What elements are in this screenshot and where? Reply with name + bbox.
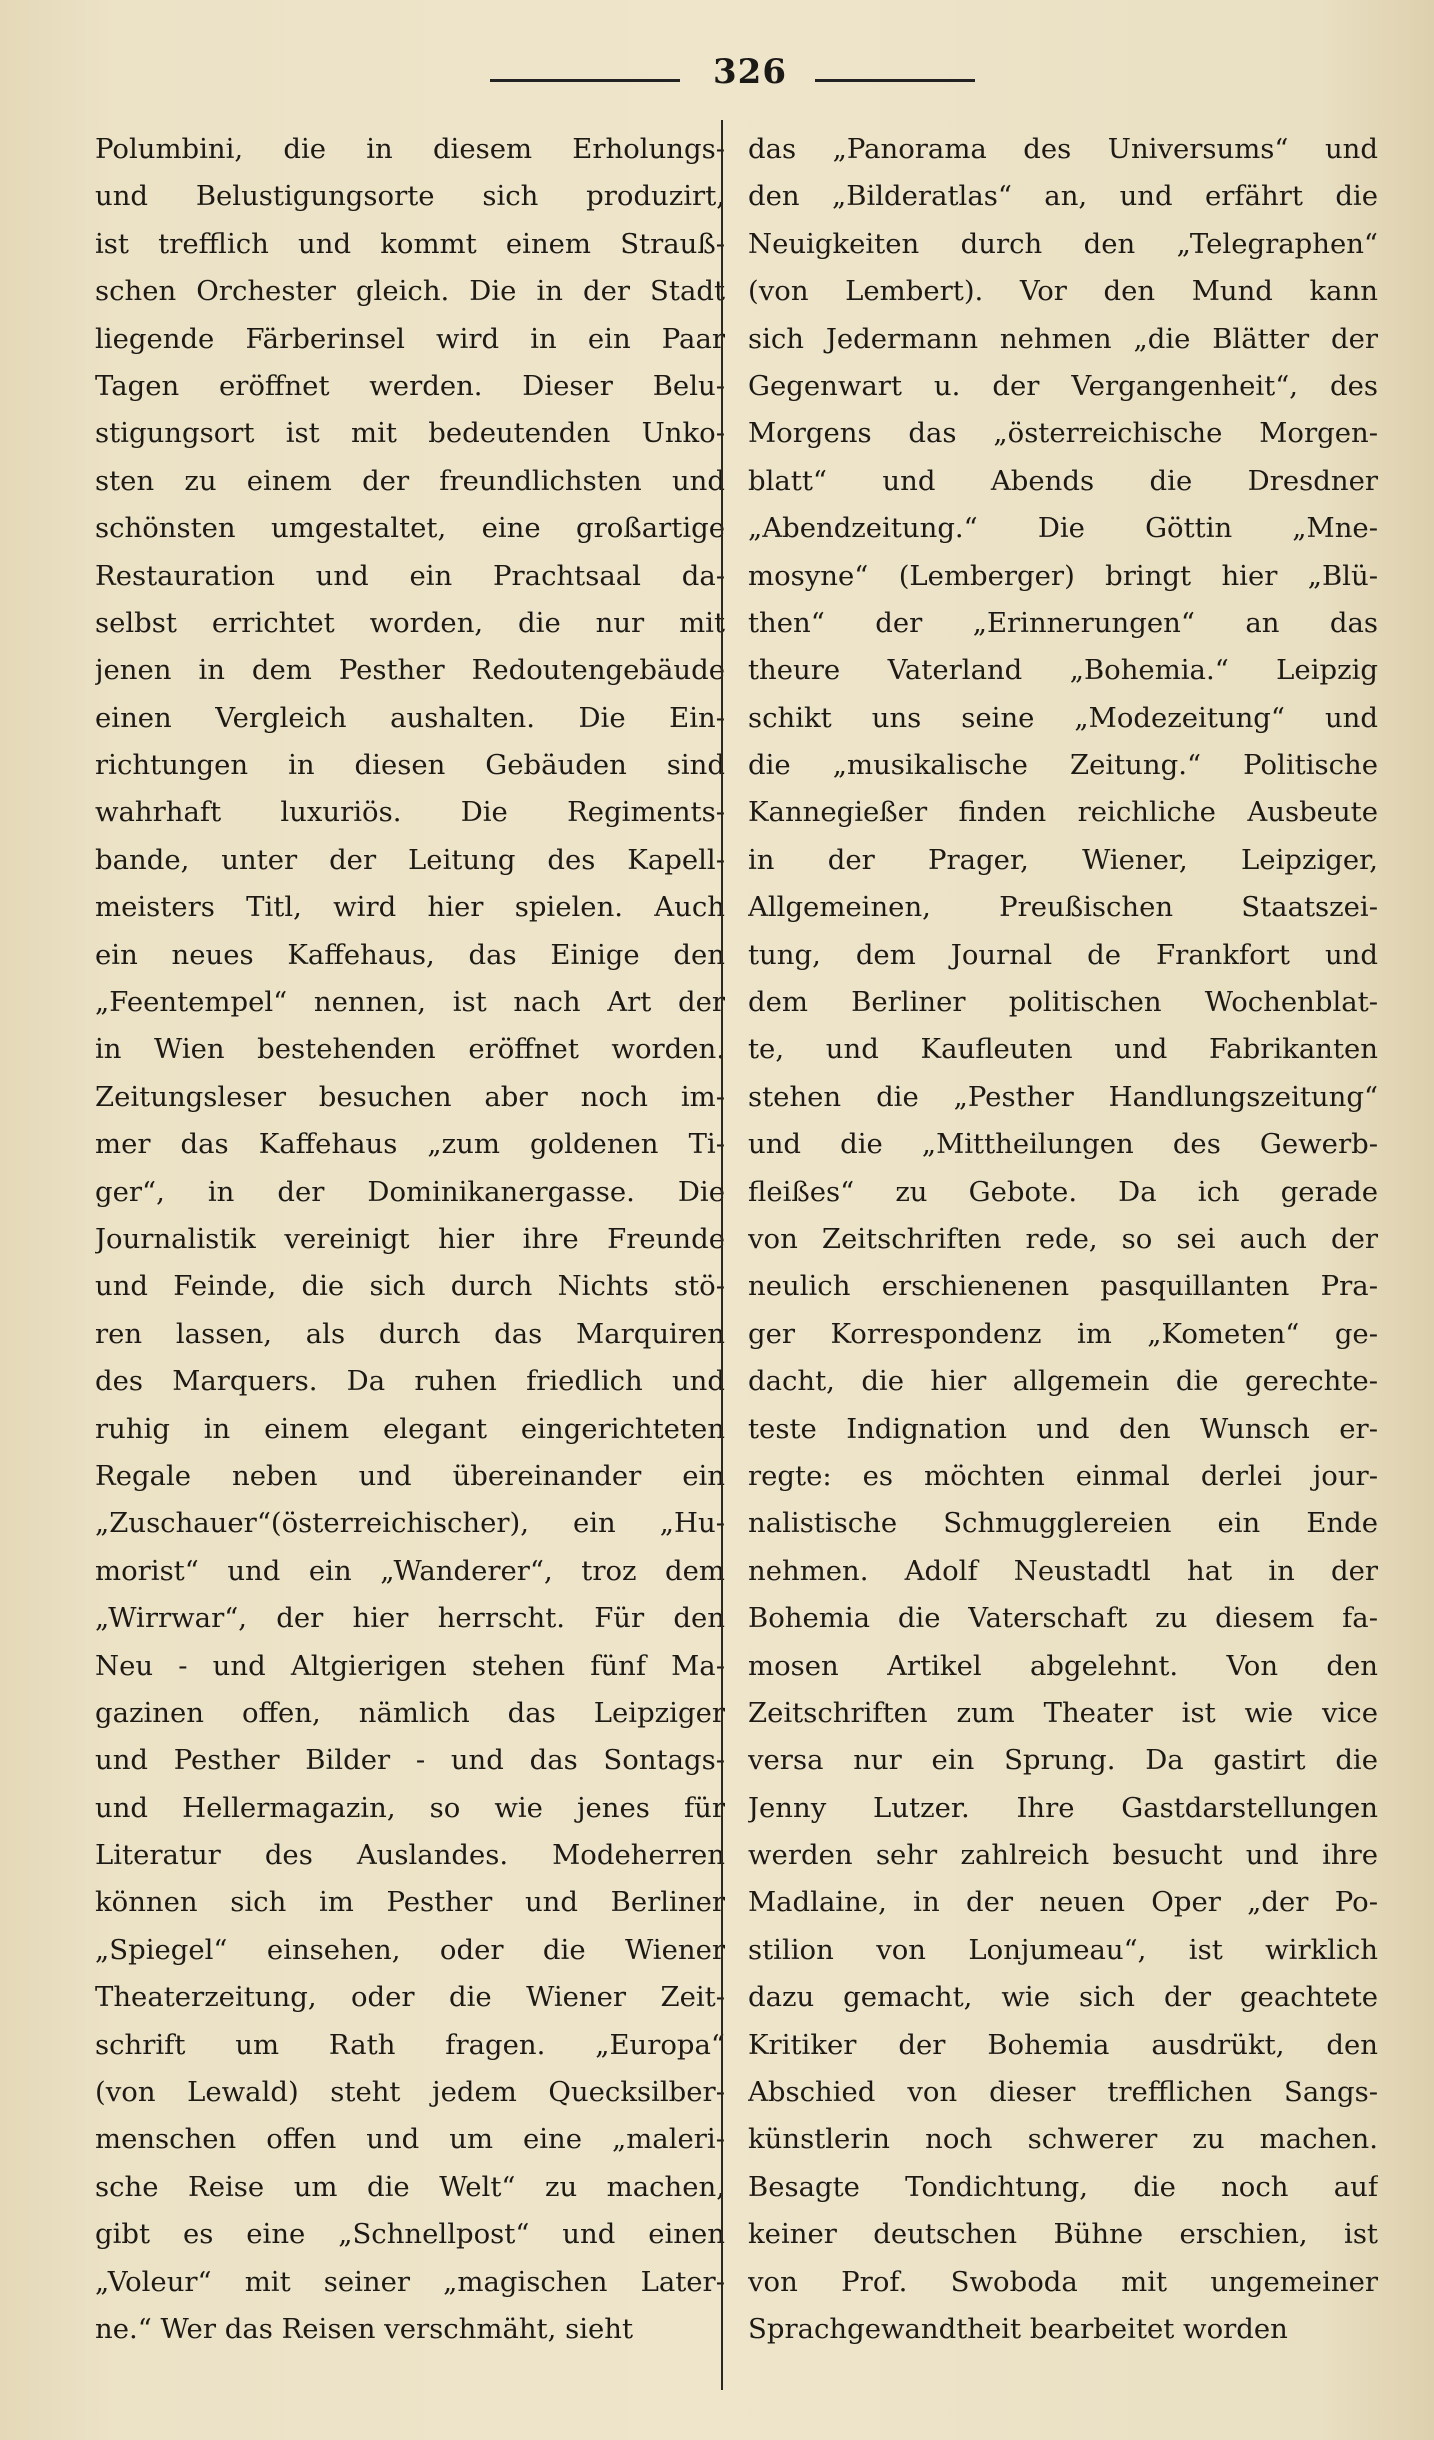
text-line: meisters Titl, wird hier spielen. Auch — [95, 891, 725, 924]
text-line: then“ der „Erinnerungen“ an das — [748, 606, 1378, 639]
text-line: in Wien bestehenden eröffnet worden. — [95, 1033, 725, 1066]
text-line: fleißes“ zu Gebote. Da ich gerade — [748, 1175, 1378, 1208]
text-line: gazinen offen, nämlich das Leipziger — [95, 1696, 725, 1729]
text-line: und Belustigungsorte sich produzirt, — [95, 180, 725, 213]
text-line: „Spiegel“ einsehen, oder die Wiener — [95, 1933, 725, 1966]
text-line: Gegenwart u. der Vergangenheit“, des — [748, 369, 1378, 402]
text-line: „Zuschauer“(österreichischer), ein „Hu- — [95, 1507, 725, 1540]
right-column — [748, 126, 1378, 2353]
text-line: schikt uns seine „Modezeitung“ und — [748, 701, 1378, 734]
text-line: neulich erschienenen pasquillanten Pra- — [748, 1270, 1378, 1303]
text-line: stilion von Lonjumeau“, ist wirklich — [748, 1933, 1378, 1966]
text-line: und Pesther Bilder - und das Sontags- — [95, 1744, 725, 1777]
text-line: (von Lewald) steht jedem Quecksilber- — [95, 2076, 725, 2109]
text-line: ne.“ Wer das Reisen verschmäht, sieht — [95, 2312, 634, 2345]
text-line: te, und Kaufleuten und Fabrikanten — [748, 1033, 1378, 1066]
text-line: Journalistik vereinigt hier ihre Freunde — [95, 1222, 725, 1255]
text-line: versa nur ein Sprung. Da gastirt die — [748, 1744, 1378, 1777]
text-line: des Marquers. Da ruhen friedlich und — [95, 1365, 725, 1398]
text-line: Polumbini, die in diesem Erholungs- — [95, 133, 725, 165]
text-line: mosyne“ (Lemberger) bringt hier „Blü- — [748, 559, 1378, 592]
text-line: Kannegießer finden reichliche Ausbeute — [748, 796, 1378, 829]
text-line: dazu gemacht, wie sich der geachtete — [748, 1981, 1378, 2014]
text-line: sche Reise um die Welt“ zu machen, — [95, 2170, 725, 2203]
text-line: teste Indignation und den Wunsch er- — [748, 1412, 1378, 1445]
text-line: ger“, in der Dominikanergasse. Die — [95, 1175, 725, 1208]
column-divider — [721, 120, 723, 2390]
text-line: tung, dem Journal de Frankfort und — [748, 938, 1378, 971]
text-line: Tagen eröffnet werden. Dieser Belu- — [95, 369, 725, 402]
text-line: gibt es eine „Schnellpost“ und einen — [95, 2218, 725, 2251]
header-rule-left — [490, 79, 680, 82]
text-line: Kritiker der Bohemia ausdrükt, den — [748, 2028, 1378, 2061]
text-line: werden sehr zahlreich besucht und ihre — [748, 1839, 1378, 1872]
page-number: 326 — [713, 52, 787, 92]
text-line: keiner deutschen Bühne erschien, ist — [748, 2218, 1378, 2251]
text-line: „Feentempel“ nennen, ist nach Art der — [95, 986, 725, 1019]
text-line: die „musikalische Zeitung.“ Politische — [748, 749, 1378, 782]
text-line: sich Jedermann nehmen „die Blätter der — [748, 322, 1378, 355]
text-line: wahrhaft luxuriös. Die Regiments- — [95, 796, 725, 829]
text-line: liegende Färberinsel wird in ein Paar — [95, 322, 725, 355]
text-line: Morgens das „österreichische Morgen- — [748, 417, 1378, 450]
text-line: schrift um Rath fragen. „Europa“ — [95, 2028, 725, 2061]
text-line: ger Korrespondenz im „Kometen“ ge- — [748, 1317, 1378, 1350]
text-line: Zeitungsleser besuchen aber noch im- — [95, 1080, 725, 1113]
text-line: schen Orchester gleich. Die in der Stadt — [95, 275, 725, 308]
text-line: ren lassen, als durch das Marquiren — [95, 1317, 725, 1350]
text-line: Jenny Lutzer. Ihre Gastdarstellungen — [748, 1791, 1378, 1824]
text-line: blatt“ und Abends die Dresdner — [748, 464, 1378, 497]
text-line: theure Vaterland „Bohemia.“ Leipzig — [748, 654, 1378, 687]
text-line: nalistische Schmugglereien ein Ende — [748, 1507, 1378, 1540]
text-line: Bohemia die Vaterschaft zu diesem fa- — [748, 1602, 1378, 1635]
text-line: Besagte Tondichtung, die noch auf — [748, 2170, 1378, 2203]
text-line: (von Lembert). Vor den Mund kann — [748, 275, 1378, 308]
text-line: einen Vergleich aushalten. Die Ein- — [95, 701, 725, 734]
text-line: ruhig in einem elegant eingerichteten — [95, 1412, 725, 1445]
text-line: und Hellermagazin, so wie jenes für — [95, 1791, 725, 1824]
text-line: regte: es möchten einmal derlei jour- — [748, 1459, 1378, 1492]
header-rule-right — [815, 79, 975, 82]
text-line: Zeitschriften zum Theater ist wie vice — [748, 1696, 1378, 1729]
text-line: stigungsort ist mit bedeutenden Unko- — [95, 417, 725, 450]
text-line: mosen Artikel abgelehnt. Von den — [748, 1649, 1378, 1682]
text-line: können sich im Pesther und Berliner — [95, 1886, 725, 1919]
text-line: ein neues Kaffehaus, das Einige den — [95, 938, 725, 971]
text-line: und die „Mittheilungen des Gewerb- — [748, 1128, 1378, 1161]
text-line: richtungen in diesen Gebäuden sind — [95, 749, 725, 782]
text-line: morist“ und ein „Wanderer“, troz dem — [95, 1554, 725, 1587]
text-line: Neuigkeiten durch den „Telegraphen“ — [748, 227, 1378, 260]
text-line: dem Berliner politischen Wochenblat- — [748, 986, 1378, 1019]
text-line: bande, unter der Leitung des Kapell- — [95, 843, 725, 876]
text-line: „Voleur“ mit seiner „magischen Later- — [95, 2265, 725, 2298]
text-line: ist trefflich und kommt einem Strauß- — [95, 227, 725, 260]
text-line: menschen offen und um eine „maleri- — [95, 2123, 725, 2156]
text-line: „Abendzeitung.“ Die Göttin „Mne- — [748, 512, 1378, 545]
text-line: Neu - und Altgierigen stehen fünf Ma- — [95, 1649, 725, 1682]
text-line: Theaterzeitung, oder die Wiener Zeit- — [95, 1981, 725, 2014]
page-header — [0, 40, 1434, 90]
text-line: den „Bilderatlas“ an, und erfährt die — [748, 180, 1378, 213]
text-line: von Prof. Swoboda mit ungemeiner — [748, 2265, 1378, 2298]
text-line: stehen die „Pesther Handlungszeitung“ — [748, 1080, 1378, 1113]
text-line: Regale neben und übereinander ein — [95, 1459, 725, 1492]
text-line: selbst errichtet worden, die nur mit — [95, 606, 725, 639]
text-line: in der Prager, Wiener, Leipziger, — [748, 843, 1378, 876]
text-line: nehmen. Adolf Neustadtl hat in der — [748, 1554, 1378, 1587]
text-line: Restauration und ein Prachtsaal da- — [95, 559, 725, 592]
text-line: sten zu einem der freundlichsten und — [95, 464, 725, 497]
text-line: jenen in dem Pesther Redoutengebäude — [95, 654, 725, 687]
text-line: Sprachgewandtheit bearbeitet worden — [748, 2312, 1288, 2345]
left-column — [95, 126, 725, 2353]
text-line: von Zeitschriften rede, so sei auch der — [748, 1222, 1378, 1255]
text-line: schönsten umgestaltet, eine großartige — [95, 512, 725, 545]
text-line: Allgemeinen, Preußischen Staatszei- — [748, 891, 1378, 924]
text-line: „Wirrwar“, der hier herrscht. Für den — [95, 1602, 725, 1635]
text-line: Literatur des Auslandes. Modeherren — [95, 1839, 725, 1872]
text-line: Madlaine, in der neuen Oper „der Po- — [748, 1886, 1378, 1919]
text-line: mer das Kaffehaus „zum goldenen Ti- — [95, 1128, 725, 1161]
text-line: dacht, die hier allgemein die gerechte- — [748, 1365, 1378, 1398]
text-line: künstlerin noch schwerer zu machen. — [748, 2123, 1378, 2156]
text-line: und Feinde, die sich durch Nichts stö- — [95, 1270, 725, 1303]
text-line: das „Panorama des Universums“ und — [748, 133, 1378, 165]
text-line: Abschied von dieser trefflichen Sangs- — [748, 2076, 1378, 2109]
